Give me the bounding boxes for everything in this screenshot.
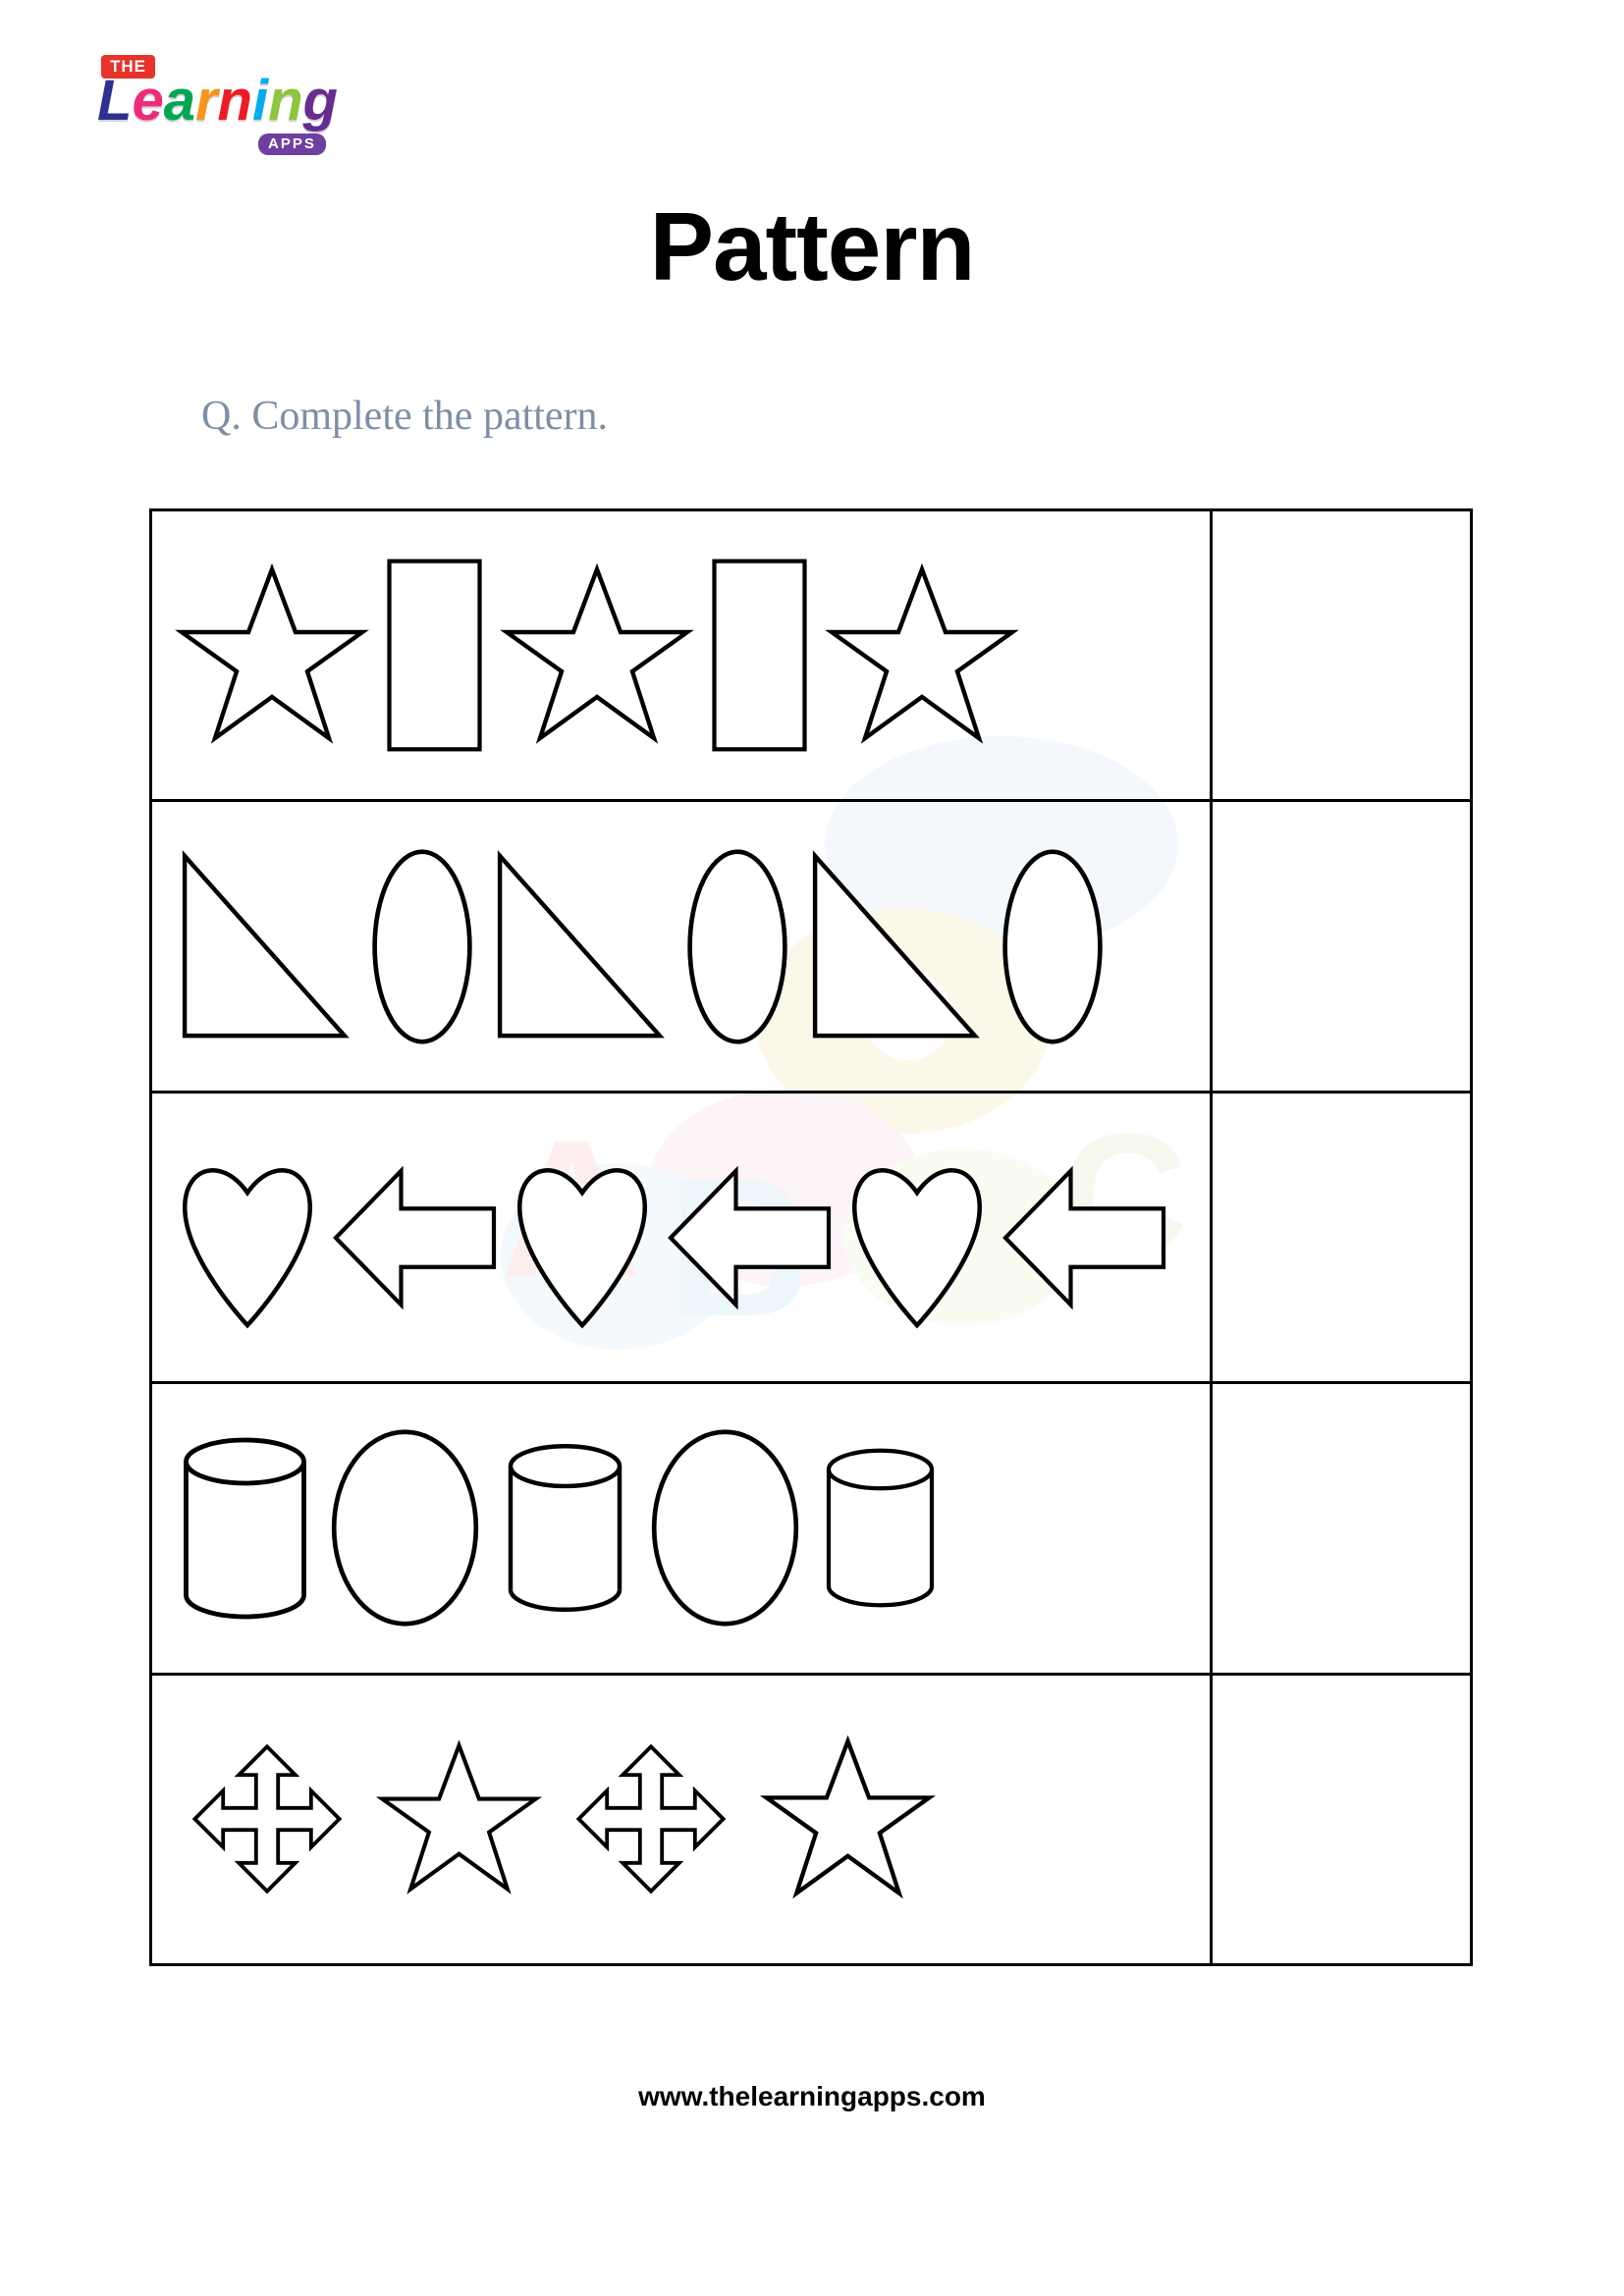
ellipse-shape	[994, 841, 1111, 1052]
cylinder-shape	[814, 1442, 947, 1614]
left-arrow-shape	[329, 1159, 501, 1316]
table-row	[152, 802, 1470, 1093]
star-shape	[174, 558, 370, 754]
star-shape	[824, 558, 1020, 754]
four-way-arrow-shape	[174, 1740, 360, 1897]
rectangle-shape	[703, 550, 816, 761]
footer-url: www.thelearningapps.com	[638, 2081, 986, 2111]
ellipse-shape	[363, 841, 481, 1052]
star-shape	[368, 1735, 550, 1902]
cylinder-shape	[174, 1430, 316, 1627]
cylinder-shape	[494, 1437, 636, 1619]
rectangle-shape	[378, 550, 491, 761]
heart-shape	[509, 1140, 656, 1336]
right-triangle-shape	[489, 841, 671, 1052]
logo-badge-apps: APPS	[258, 133, 326, 155]
answer-cell-row-2[interactable]	[1213, 802, 1470, 1090]
table-row	[152, 511, 1470, 802]
site-logo	[93, 47, 378, 155]
pattern-cell-row-1	[152, 511, 1213, 799]
answer-cell-row-4[interactable]	[1213, 1384, 1470, 1672]
star-shape	[752, 1731, 944, 1907]
logo-wordmark: Learning	[97, 69, 338, 133]
four-way-arrow-shape	[558, 1740, 744, 1897]
answer-cell-row-5[interactable]	[1213, 1676, 1470, 1963]
table-row	[152, 1384, 1470, 1675]
instruction-text: Q. Complete the pattern.	[201, 394, 609, 439]
worksheet-table	[149, 508, 1473, 1966]
right-triangle-shape	[174, 841, 355, 1052]
pattern-cell-row-3	[152, 1094, 1213, 1381]
answer-cell-row-3[interactable]	[1213, 1094, 1470, 1381]
right-triangle-shape	[804, 841, 986, 1052]
heart-shape	[843, 1140, 991, 1336]
left-arrow-shape	[664, 1159, 836, 1316]
ellipse-shape	[678, 841, 796, 1052]
ellipse-shape	[644, 1422, 806, 1633]
ellipse-shape	[324, 1422, 486, 1633]
table-row	[152, 1094, 1470, 1384]
pattern-cell-row-4	[152, 1384, 1213, 1672]
star-shape	[499, 558, 695, 754]
svg-text:C: C	[1060, 1097, 1188, 1295]
pattern-cell-row-2	[152, 802, 1213, 1090]
left-arrow-shape	[999, 1159, 1170, 1316]
table-row	[152, 1676, 1470, 1963]
pattern-cell-row-5	[152, 1676, 1213, 1963]
page-title: Pattern	[649, 192, 975, 300]
logo-badge-the: THE	[101, 55, 155, 79]
answer-cell-row-1[interactable]	[1213, 511, 1470, 799]
heart-shape	[174, 1140, 321, 1336]
